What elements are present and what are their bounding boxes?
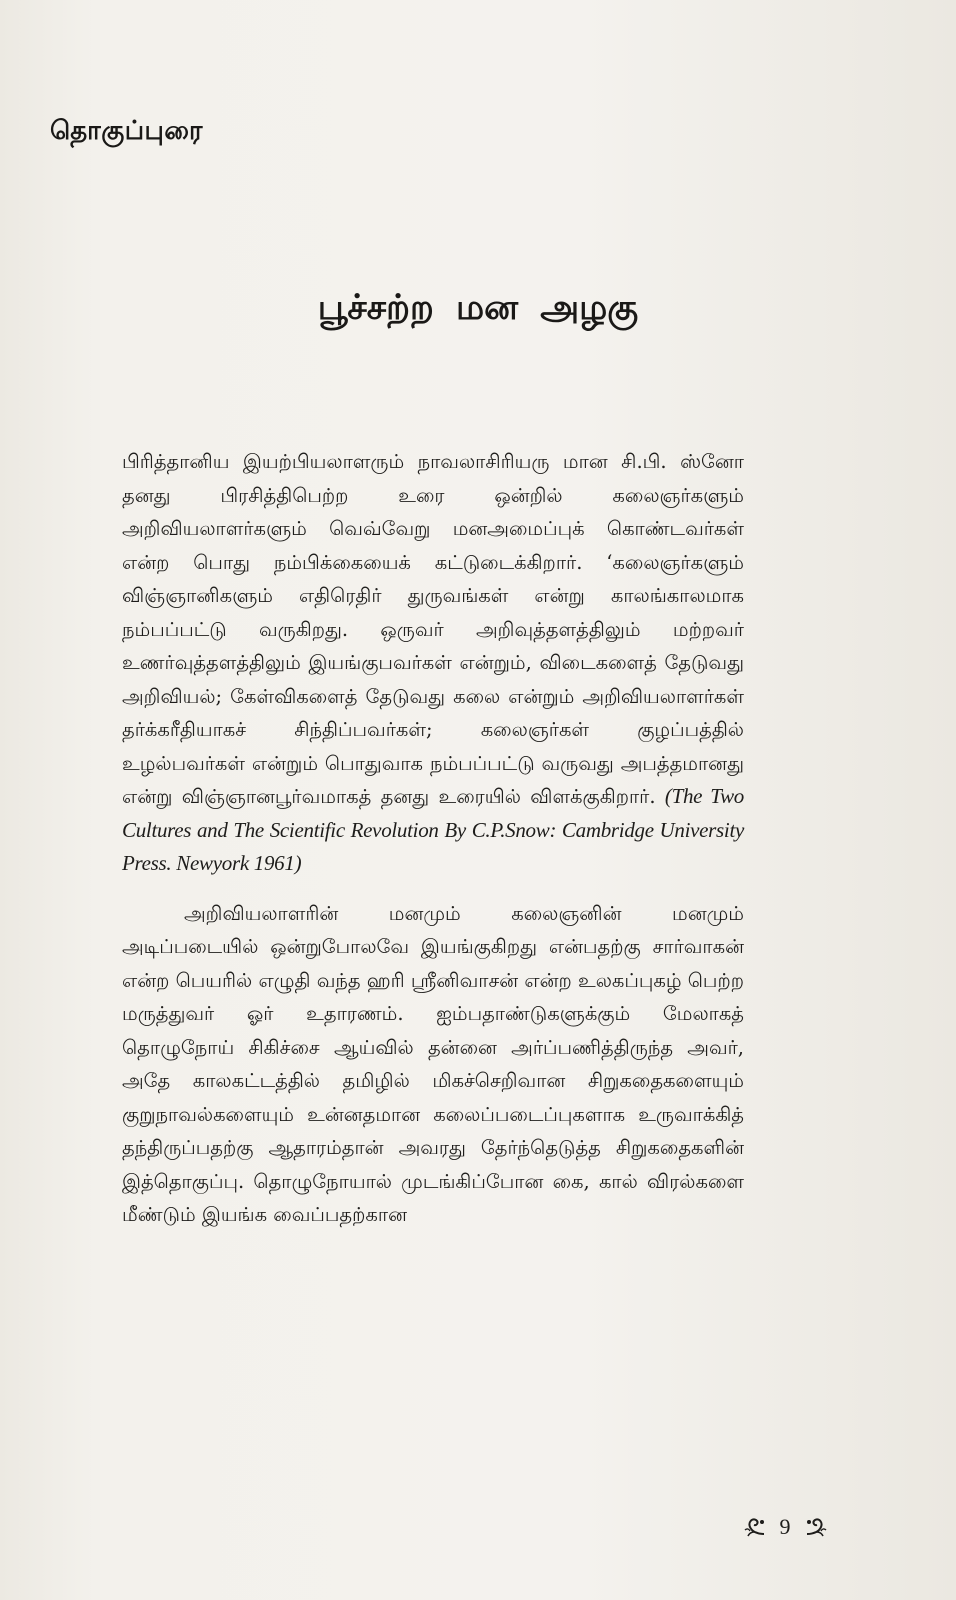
section-label: தொகுப்புரை [50, 116, 203, 146]
chapter-title: பூச்சற்ற மன அழகு [317, 288, 639, 328]
page-number: 9 [779, 1514, 791, 1539]
citation-text: (The Two Cultures and The Scientific Revolution By C.P.Snow: Cambridge University Press. Newyork 1961) [122, 784, 744, 875]
paragraph-first [122, 445, 744, 881]
body-text [122, 445, 744, 1232]
fleuron-left-icon [742, 1514, 768, 1540]
paragraph-second: அறிவியலாளரின் மனமும் கலைஞனின் மனமும் அடிப்படையில் ஒன்றுபோலவே இயங்குகிறது என்பதற்கு சார்வாகன் என்ற பெயரில் எழுதி வந்த ஹரி ஸ்ரீனிவாசன் என்ற உலகப்புகழ் பெற்ற மருத்துவர் ஓர் உதாரணம். ஐம்பதாண்டுகளுக்கும் மேலாகத் தொழுநோய் சிகிச்சை ஆய்வில் தன்னை அர்ப்பணித்திருந்த அவர், அதே காலகட்டத்தில் தமிழில் மிகச்செறிவான சிறுகதைகளையும் குறுநாவல்களையும் உன்னதமான கலைப்படைப்புகளாக உருவாக்கித் தந்திருப்பதற்கு ஆதாரம்தான் அவரது தேர்ந்தெடுத்த சிறுகதைகளின் இத்தொகுப்பு. தொழுநோயால் முடங்கிப்போன கை, கால் விரல்களை மீண்டும் இயங்க வைப்பதற்கான [122, 901, 744, 1226]
fleuron-right-icon [803, 1514, 829, 1540]
page-footer [730, 1510, 840, 1544]
paragraph-first-text: பிரித்தானிய இயற்பியலாளரும் நாவலாசிரியரு மான சி.பி. ஸ்னோ தனது பிரசித்திபெற்ற உரை ஒன்றில் கலைஞர்களும் அறிவியலாளர்களும் வெவ்வேறு மனஅமைப்புக் கொண்டவர்கள் என்ற பொது நம்பிக்கையைக் கட்டுடைக்கிறார். ‘கலைஞர்களும் விஞ்ஞானிகளும் எதிரெதிர் துருவங்கள் என்று காலங்காலமாக நம்பப்பட்டு வருகிறது. ஒருவர் அறிவுத்தளத்திலும் மற்றவர் உணர்வுத்தளத்திலும் இயங்குபவர்கள் என்றும், விடைகளைத் தேடுவது அறிவியல்; கேள்விகளைத் தேடுவது கலை என்றும் அறிவியலாளர்கள் தர்க்கரீதியாகச் சிந்திப்பவர்கள்; கலைஞர்கள் குழப்பத்தில் உழல்பவர்கள் என்றும் பொதுவாக நம்பப்பட்டு வருவது அபத்தமானது என்று விஞ்ஞானபூர்வமாகத் தனது உரையில் விளக்குகிறார். [122, 450, 744, 808]
